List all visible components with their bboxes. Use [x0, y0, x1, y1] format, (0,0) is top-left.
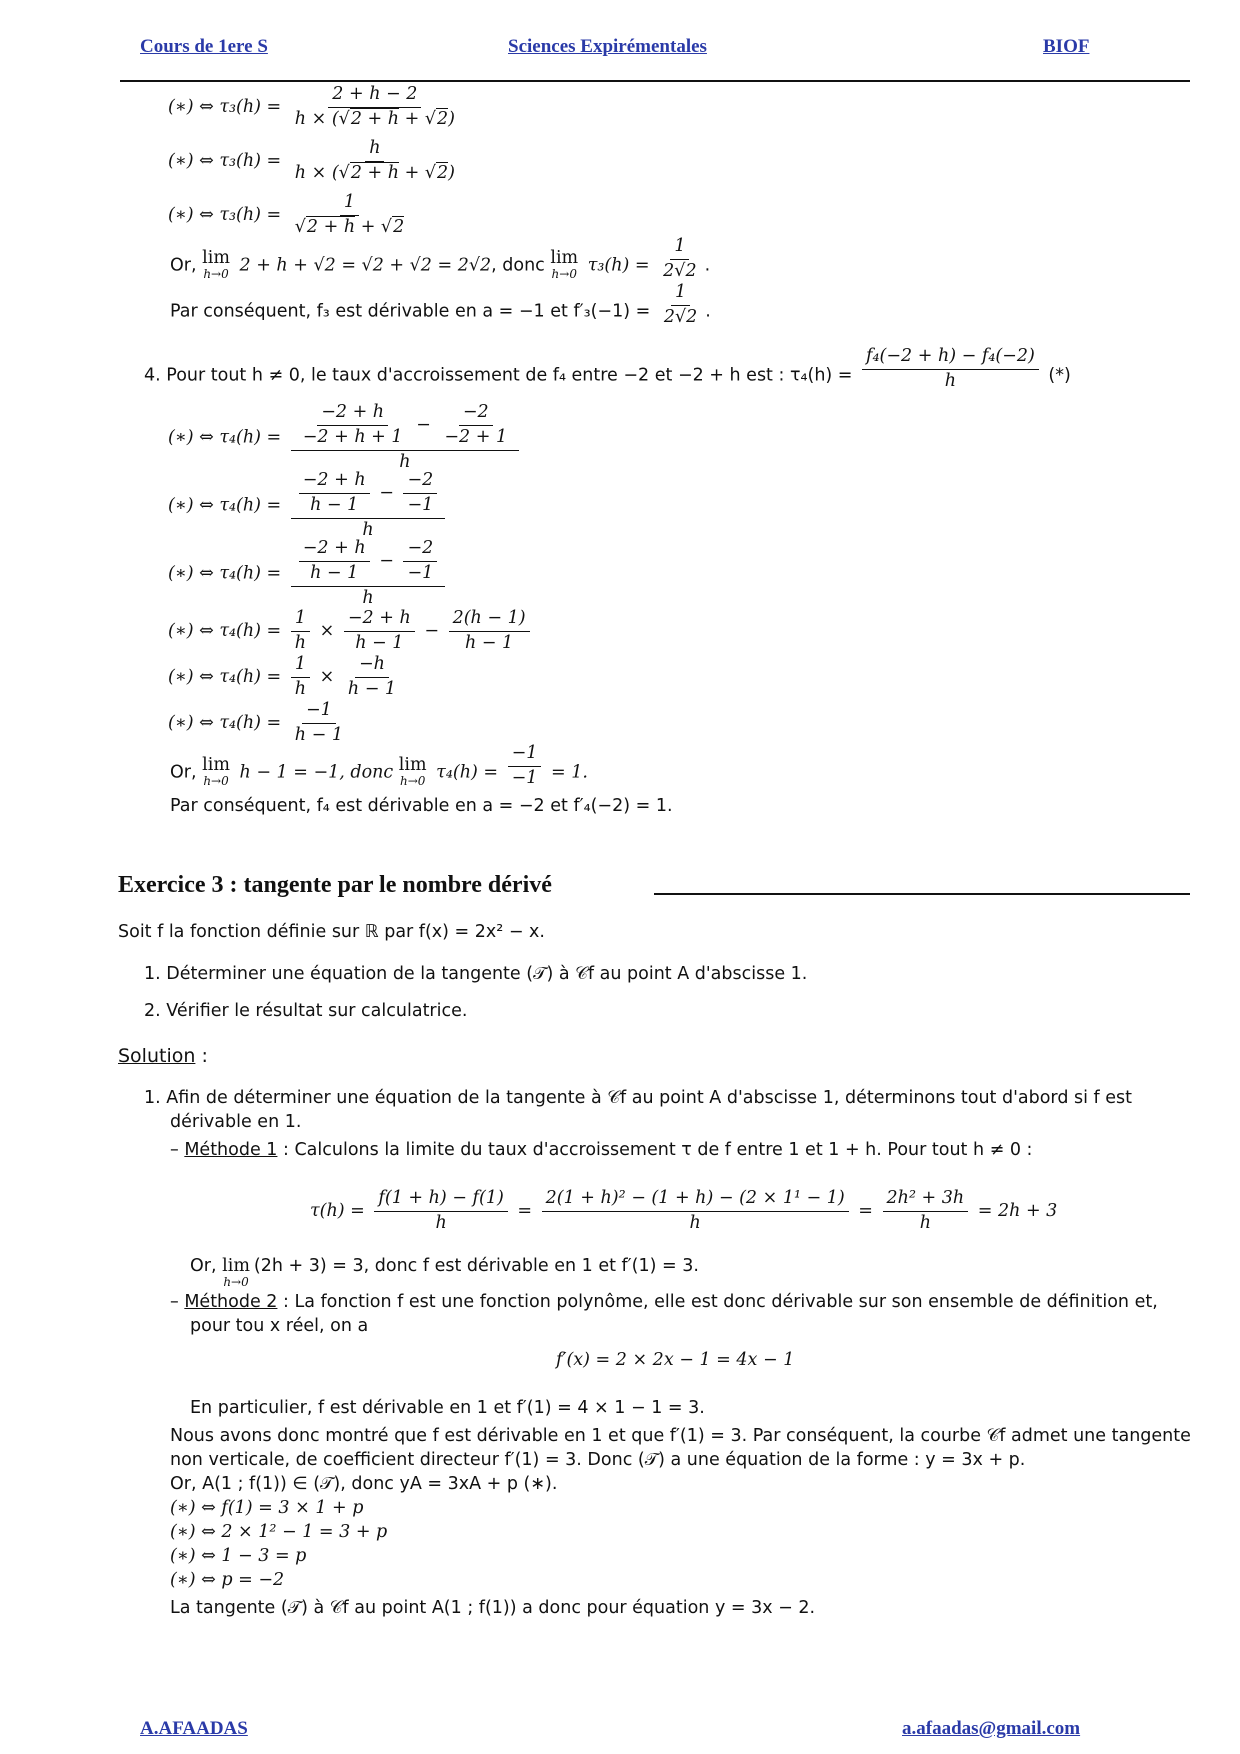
tau4-step1: (∗) ⇔ τ₄(h) = $\frac{-2 + h}{-2 + h + 1}$ − $\frac{-2}{-2 + 1}$ h	[168, 402, 523, 474]
method-1-limit: Or, lim h→0 (2h + 3) = 3, donc f est dérivable en 1 et f′(1) = 3.	[190, 1256, 699, 1289]
header-rule	[120, 80, 1190, 82]
footer-email[interactable]: a.afaadas@gmail.com	[902, 1718, 1081, 1739]
solution-1-line1: 1. Afin de déterminer une équation de la tangente à 𝒞f au point A d'abscisse 1, déterminons tout d'abord si f est	[144, 1088, 1132, 1108]
method-2: – Méthode 2 : La fonction f est une fonction polynôme, elle est donc dérivable sur son ensemble de définition et,	[170, 1292, 1158, 1312]
header-track: BIOF	[1043, 36, 1090, 57]
tau4-step3: (∗) ⇔ τ₄(h) = $\frac{-2 + h}{h - 1}$ − $\frac{-2}{-1}$ h	[168, 538, 449, 610]
conclusion-line-1: Nous avons donc montré que f est dérivable en 1 et que f′(1) = 3. Par conséquent, la courbe 𝒞f admet une tangente	[170, 1426, 1191, 1446]
tau4-limit: Or, lim h→0 h − 1 = −1, donc lim h→0 τ₄(h) = $\frac{-1}{-1}$ = 1.	[170, 743, 588, 788]
solution-heading: Solution :	[118, 1045, 208, 1067]
tau4-conclusion: Par conséquent, f₄ est dérivable en a = −2 et f′₄(−2) = 1.	[170, 796, 673, 816]
tau3-step2: (∗) ⇔ τ₃(h) = $\frac{h}{h \times (√2 + h + √2)}$	[168, 138, 455, 183]
tau4-step4: (∗) ⇔ τ₄(h) = $\frac{1}{h}$ × $\frac{-2 + h}{h - 1}$ − $\frac{2(h - 1)}{h - 1}$	[168, 608, 534, 655]
solution-1-line2: dérivable en 1.	[170, 1112, 302, 1132]
method-2-particular: En particulier, f est dérivable en 1 et f′(1) = 4 × 1 − 1 = 3.	[190, 1398, 705, 1418]
exercise3-question-2: 2. Vérifier le résultat sur calculatrice.	[144, 1001, 468, 1021]
tau-computation: τ(h) = $\frac{f(1 + h) - f(1)}{h}$ = $\frac{\text{2(1 + h)² − (1 + h) − (2 × 1¹ − 1)}}{h}$ = $\frac{\text{2h² + 3h}}{h}$ = 2h + 3	[310, 1188, 1058, 1233]
footer-author: A.AFAADAS	[140, 1718, 248, 1739]
part4-intro: 4. Pour tout h ≠ 0, le taux d'accroissement de f₄ entre −2 et −2 + h est : τ₄(h) = $\frac{\text{f₄(−2 + h) − f₄(−2)}}{h}$ (*)	[144, 346, 1071, 391]
conclusion-line-5: (∗) ⇔ 2 × 1² − 1 = 3 + p	[170, 1522, 388, 1542]
conclusion-line-3: Or, A(1 ; f(1)) ∈ (𝒯), donc yA = 3xA + p (∗).	[170, 1474, 558, 1494]
tau4-step6: (∗) ⇔ τ₄(h) = $\frac{-1}{h - 1}$	[168, 700, 343, 745]
derivative-formula: f′(x) = 2 × 2x − 1 = 4x − 1	[556, 1350, 795, 1370]
exercise3-title: Exercice 3 : tangente par le nombre dérivé	[118, 872, 552, 898]
tau3-limit: Or, lim h→0 2 + h + √2 = √2 + √2 = 2√2, donc lim h→0 τ₃(h) = $\frac{1}{2√2}$ .	[170, 236, 711, 281]
exercise3-rule	[654, 893, 1190, 895]
method-1: – Méthode 1 : Calculons la limite du taux d'accroissement τ de f entre 1 et 1 + h. Pour tout h ≠ 0 :	[170, 1140, 1033, 1160]
tau3-step1: (∗) ⇔ τ₃(h) = $\frac{2 + h - 2}{h \times (√2 + h + √2)}$	[168, 84, 455, 129]
conclusion-line-2: non verticale, de coefficient directeur f′(1) = 3. Donc (𝒯) a une équation de la forme : y = 3x + p.	[170, 1450, 1026, 1470]
conclusion-line-6: (∗) ⇔ 1 − 3 = p	[170, 1546, 307, 1566]
header-course: Cours de 1ere S	[140, 36, 268, 57]
tau3-conclusion: Par conséquent, f₃ est dérivable en a = −1 et f′₃(−1) = $\frac{1}{2√2}$ .	[170, 282, 711, 327]
conclusion-line-8: La tangente (𝒯) à 𝒞f au point A(1 ; f(1)) a donc pour équation y = 3x − 2.	[170, 1598, 816, 1618]
tau3-step3: (∗) ⇔ τ₃(h) = $\frac{1}{√2 + h + √2}$	[168, 192, 405, 237]
exercise3-statement: Soit f la fonction définie sur ℝ par f(x) = 2x² − x.	[118, 922, 545, 942]
tau4-step5: (∗) ⇔ τ₄(h) = $\frac{1}{h}$ × $\frac{-h}{h - 1}$	[168, 654, 397, 699]
header-subject: Sciences Expirémentales	[508, 36, 707, 57]
tau4-step2: (∗) ⇔ τ₄(h) = $\frac{-2 + h}{h - 1}$ − $\frac{-2}{-1}$ h	[168, 470, 449, 542]
method-2-line2: pour tou x réel, on a	[190, 1316, 369, 1336]
exercise3-question-1: 1. Déterminer une équation de la tangente (𝒯) à 𝒞f au point A d'abscisse 1.	[144, 964, 808, 984]
conclusion-line-4: (∗) ⇔ f(1) = 3 × 1 + p	[170, 1498, 364, 1518]
conclusion-line-7: (∗) ⇔ p = −2	[170, 1570, 285, 1590]
